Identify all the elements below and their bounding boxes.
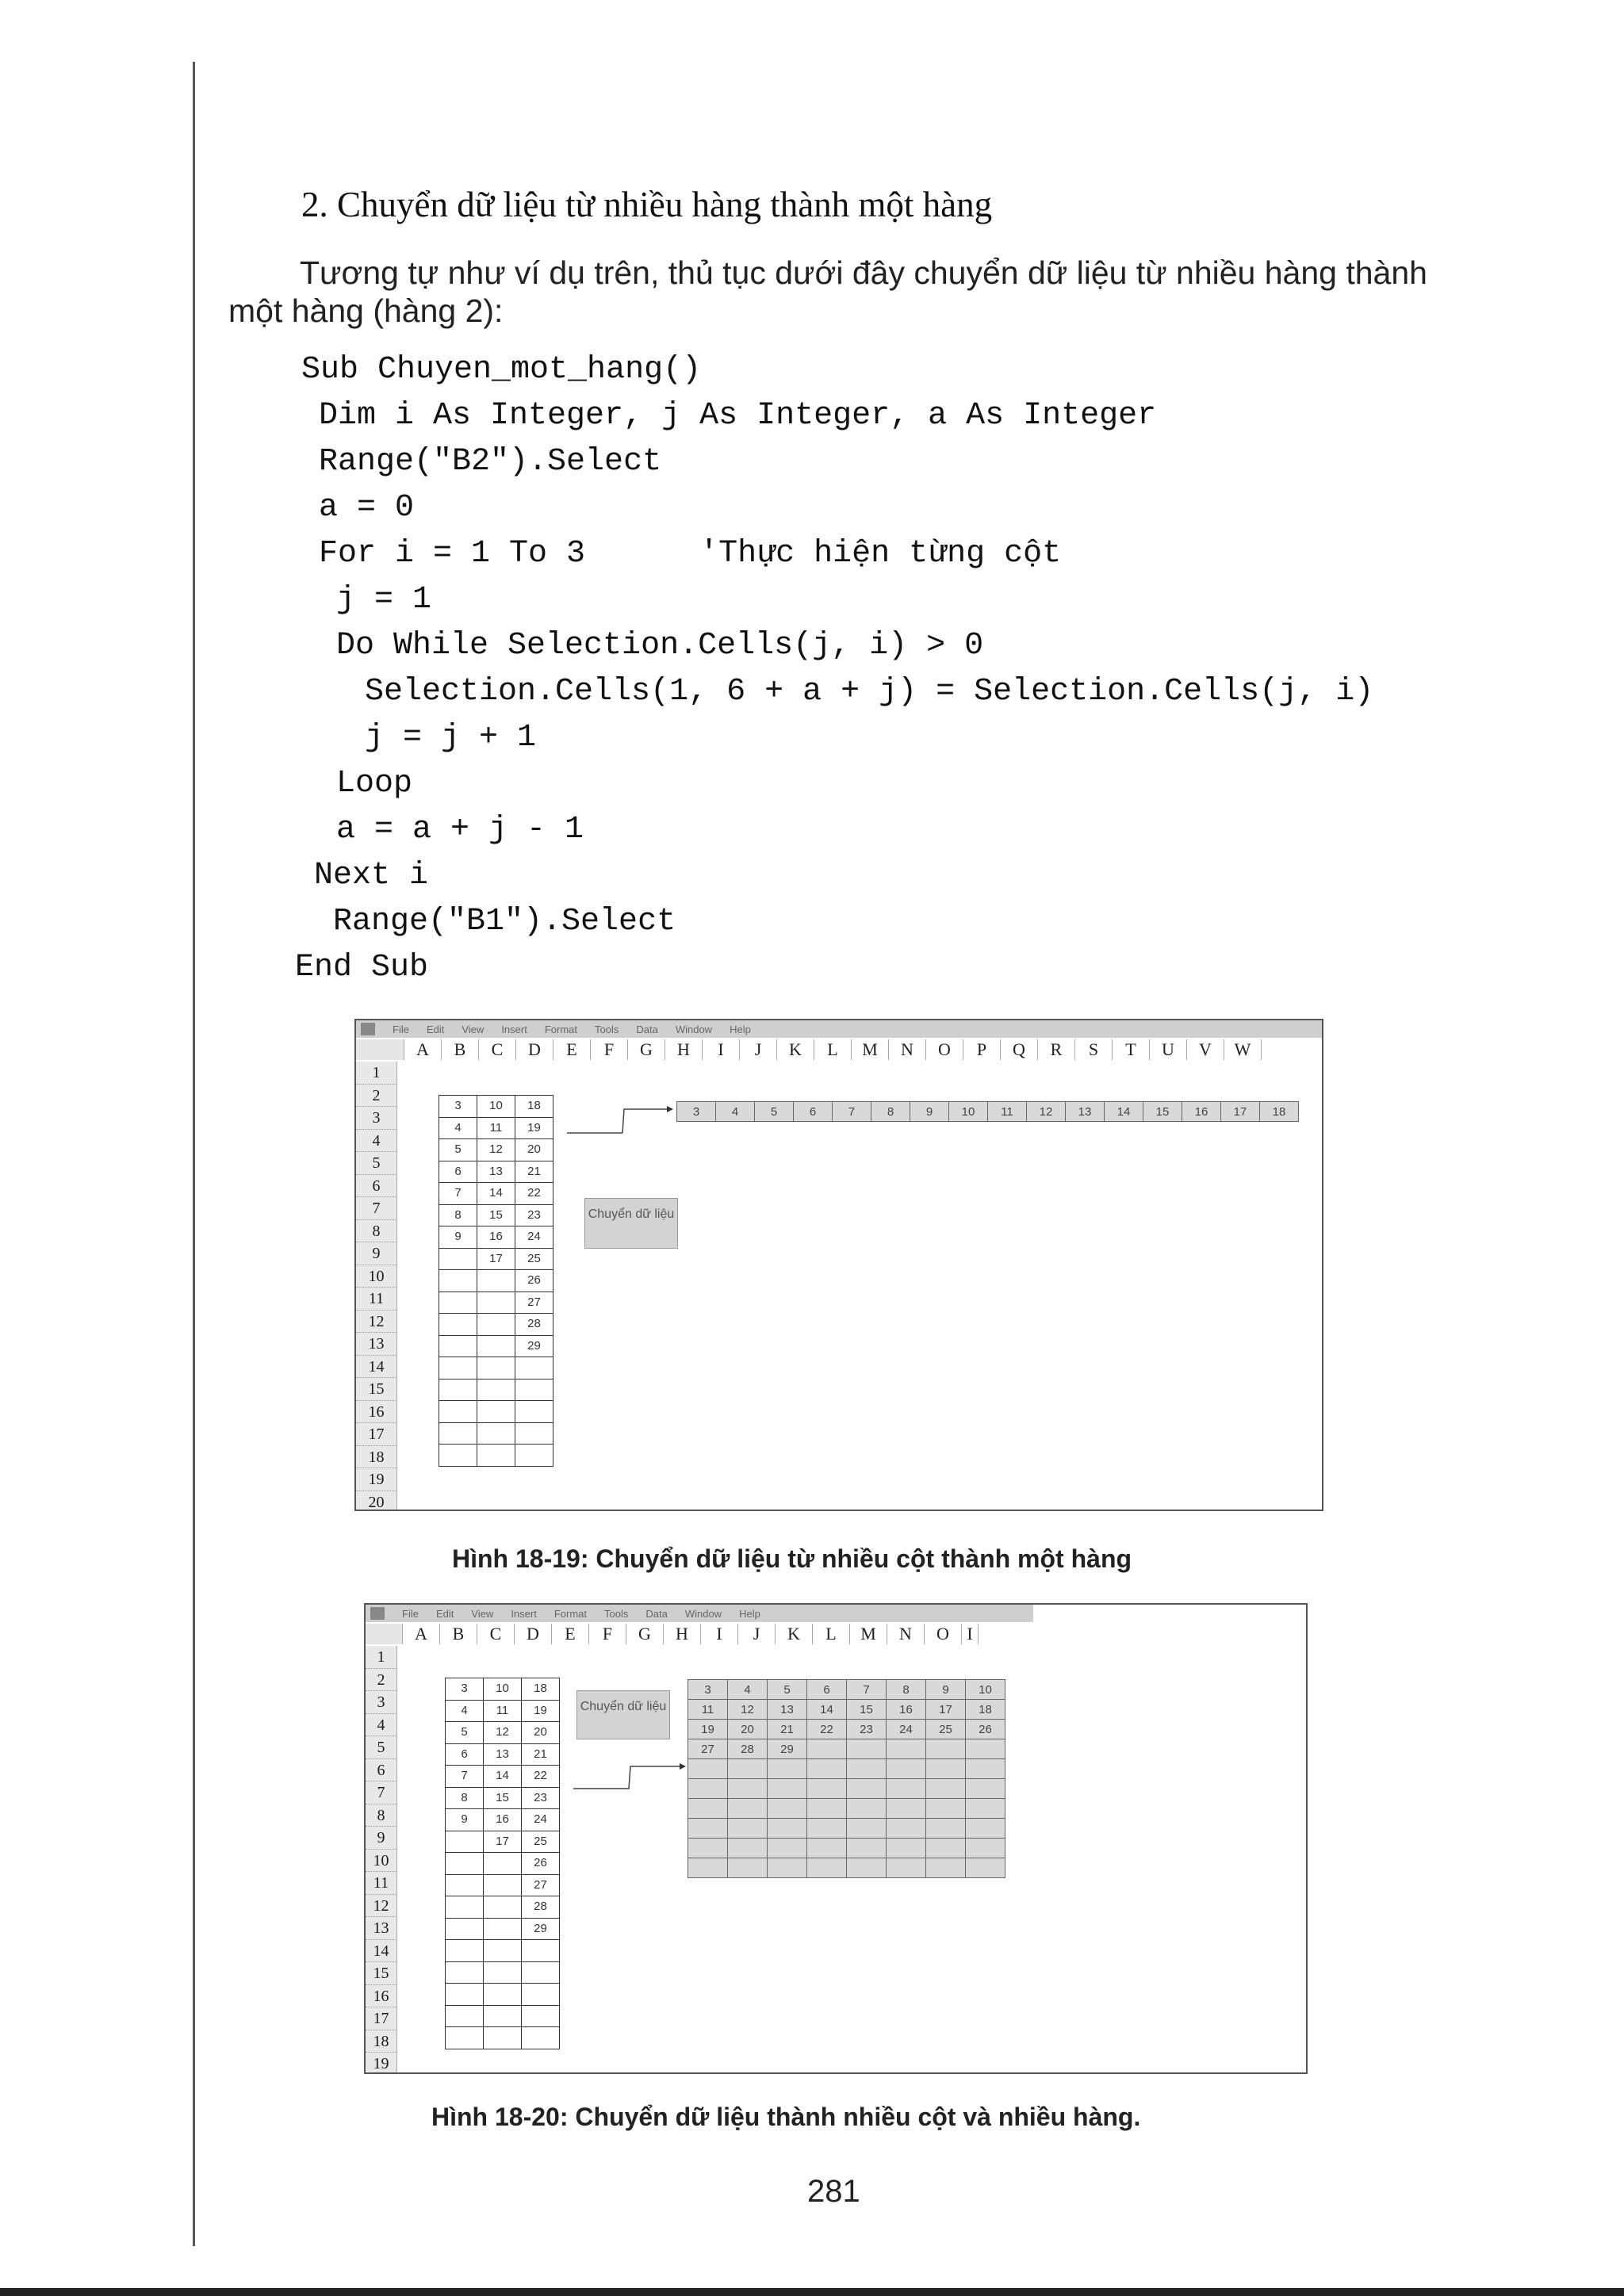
transfer-data-button[interactable]: Chuyển dữ liệu [576,1690,670,1739]
excel-icon [370,1607,385,1620]
section-heading: 2. Chuyển dữ liệu từ nhiều hàng thành một hàng [301,185,993,224]
figure-caption-2: Hình 18-20: Chuyển dữ liệu thành nhiều cột và nhiều hàng. [431,2103,1141,2131]
column-headers: A B C D E F G H I J K L M N O I [366,1624,979,1644]
code-line: j = 1 [336,582,432,618]
code-line: Range("B1").Select [333,904,676,939]
excel-screenshot-2 [364,1603,1308,2074]
column-headers: A B C D E F G H I J K L M N O P Q R S T U V W [356,1039,1262,1060]
scan-bottom-border [0,2288,1624,2296]
code-line: Sub Chuyen_mot_hang() [301,352,702,388]
excel-icon [361,1023,375,1035]
code-line: For i = 1 To 3 'Thực hiện từng cột [319,536,1062,572]
code-line: Do While Selection.Cells(j, i) > 0 [336,628,984,664]
code-line: Selection.Cells(1, 6 + a + j) = Selection.Cells(j, i) [365,674,1374,710]
code-line: Dim i As Integer, j As Integer, a As Integer [319,398,1157,434]
excel-menubar: File Edit View Insert Format Tools Data Window Help [366,1605,1033,1622]
page-edge-shadow [193,62,195,2246]
source-data-table: 3 10 18 4 11 19 5 12 20 6 13 21 7 14 22 8 15 23 9 16 24 17 25 26 27 28 29 [439,1095,553,1467]
figure-caption-1: Hình 18-19: Chuyển dữ liệu từ nhiều cột thành một hàng [452,1544,1132,1573]
row-headers: 1 2 3 4 5 6 7 8 9 10 11 12 13 14 15 16 17 18 19 [366,1646,397,2074]
code-line: End Sub [295,950,429,985]
page-number: 281 [807,2174,860,2209]
output-grid-table: 3 4 5 6 7 8 9 10 11 12 13 14 15 16 17 18 19 20 21 22 23 24 25 26 27 28 29 [688,1679,1005,1878]
code-line: j = j + 1 [365,720,537,756]
intro-paragraph: Tương tự như ví dụ trên, thủ tục dưới đây chuyển dữ liệu từ nhiều hàng thành một hàng (hàng 2): [228,254,1427,329]
row-headers: 1 2 3 4 5 6 7 8 9 10 11 12 13 14 15 16 17 18 19 20 [356,1062,397,1511]
excel-screenshot-1 [354,1019,1323,1511]
output-row-table: 3 4 5 6 7 8 9 10 11 12 13 14 15 16 17 18 [676,1101,1299,1122]
code-line: Next i [314,858,429,894]
code-line: Range("B2").Select [319,444,662,480]
code-line: Loop [336,766,413,802]
transfer-data-button[interactable]: Chuyển dữ liệu [584,1198,678,1249]
code-line: a = a + j - 1 [336,812,584,848]
source-data-table: 3 10 18 4 11 19 5 12 20 6 13 21 7 14 22 8 15 23 9 16 24 17 25 26 27 28 29 [445,1678,560,2049]
excel-menubar: File Edit View Insert Format Tools Data Window Help [356,1020,1322,1038]
code-line: a = 0 [319,490,415,526]
